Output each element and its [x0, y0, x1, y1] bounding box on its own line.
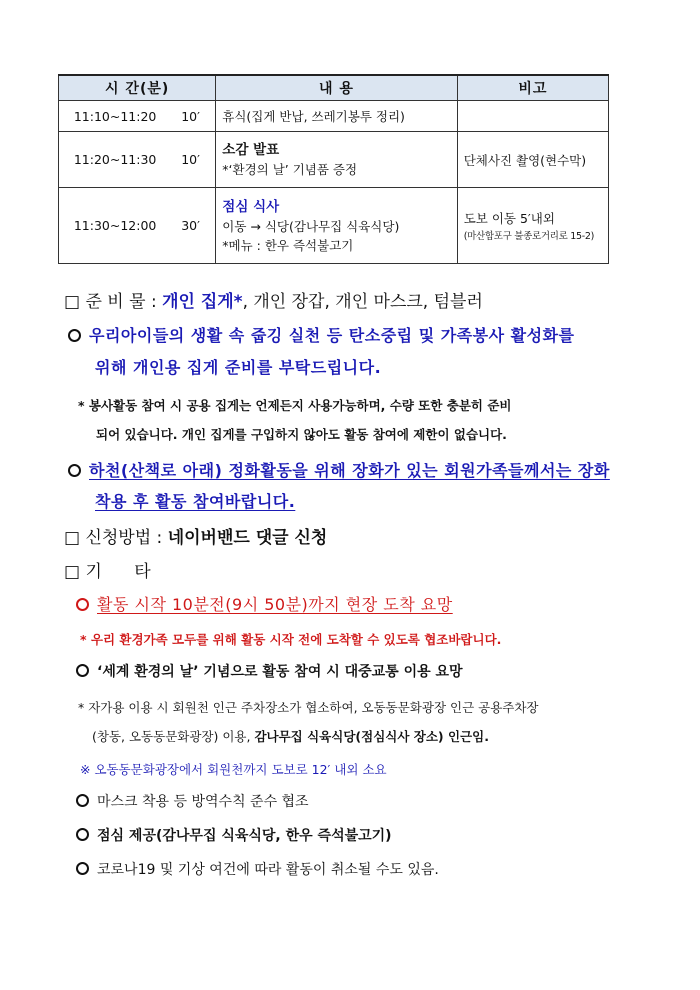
apply-label: □ 신청방법 : [64, 528, 163, 548]
circle-bullet-icon [76, 828, 89, 841]
arrive-text: 활동 시작 10분전(9시 50분)까지 현장 도착 요망 [97, 595, 453, 614]
prep-note-line2: 되어 있습니다. 개인 집게를 구입하지 않아도 활동 참여에 제한이 없습니다. [96, 427, 507, 442]
transit-item [76, 661, 463, 681]
circle-bullet-icon [76, 794, 89, 807]
prep-bullet-1-line1: 우리아이들의 생활 속 줍깅 실천 등 탄소중립 및 가족봉사 활성화를 [89, 326, 575, 345]
row-note [457, 188, 608, 264]
circle-bullet-icon [76, 598, 89, 611]
circle-bullet-icon [76, 664, 89, 677]
row-content-line: 휴식(집게 반납, 쓰레기봉투 정리) [222, 108, 405, 124]
table-row [59, 132, 609, 188]
prep-rest: , 개인 장갑, 개인 마스크, 텀블러 [242, 292, 483, 312]
header-time: 시 간(분) [59, 75, 216, 101]
header-content: 내 용 [216, 75, 457, 101]
header-note: 비고 [457, 75, 608, 101]
prep-line [64, 287, 483, 312]
circle-bullet-icon [68, 464, 81, 477]
transit-note-part1: (창동, 오동동문화광장) 이용, [92, 729, 255, 744]
prep-note-line1: * 봉사활동 참여 시 공용 집게는 언제든지 사용가능하며, 수량 또한 충분히 준비 [78, 398, 512, 413]
circle-bullet-icon [76, 862, 89, 875]
row-note-line: 도보 이동 5′내외 [463, 211, 555, 226]
schedule-table [58, 74, 609, 264]
row-time: 11:10~11:20 [59, 101, 172, 132]
prep-bullet-1-line2: 위해 개인용 집게 준비를 부탁드립니다. [95, 358, 382, 377]
row-content [216, 188, 457, 264]
arrive-item [76, 592, 453, 615]
row-note [457, 101, 608, 132]
apply-value: 네이버밴드 댓글 신청 [167, 528, 328, 548]
prep-highlight: 개인 집게* [162, 292, 243, 312]
cancel-item [76, 859, 439, 879]
cancel-text: 코로나19 및 기상 여건에 따라 활동이 취소될 수도 있음. [97, 862, 439, 878]
prep-bullet-1 [68, 323, 574, 346]
circle-bullet-icon [68, 329, 81, 342]
row-note-address: (마산합포구 불종로거리로 15-2) [463, 231, 594, 242]
row-content-line: *‘환경의 날’ 기념품 증정 [222, 162, 358, 177]
prep-bullet-2 [68, 458, 610, 481]
transit-note-line1: * 자가용 이용 시 회원천 인근 주차장소가 협소하여, 오동동문화광장 인근 공용주차장 [78, 700, 539, 715]
row-content-title: 점심 식사 [222, 198, 280, 215]
table-row [59, 101, 609, 132]
row-content [216, 101, 457, 132]
row-content [216, 132, 457, 188]
row-note: 단체사진 촬영(현수막) [457, 132, 608, 188]
row-content-title: 소감 발표 [222, 142, 280, 158]
row-content-line: 이동 → 식당(감나무집 식육식당) [222, 218, 400, 234]
prep-bullet-2-line1: 하천(산책로 아래) 정화활동을 위해 장화가 있는 회원가족들께서는 장화 [89, 461, 610, 480]
row-content-line-2: *메뉴 : 한우 즉석불고기 [222, 237, 354, 253]
transit-note-part2: 감나무집 식육식당(점심식사 장소) 인근임. [254, 729, 489, 744]
walk-note: ※ 오동동문화광장에서 회원천까지 도보로 12′ 내외 소요 [80, 762, 387, 777]
mask-item [76, 791, 309, 811]
apply-line [64, 523, 327, 548]
row-duration: 10′ [171, 101, 216, 132]
mask-text: 마스크 착용 등 방역수칙 준수 협조 [97, 794, 309, 810]
row-duration: 10′ [171, 132, 216, 188]
table-row [59, 188, 609, 264]
etc-label: □ 기 타 [64, 562, 151, 582]
lunch-text: 점심 제공(감나무집 식육식당, 한우 즉석불고기) [97, 828, 392, 844]
transit-text: ‘세계 환경의 날’ 기념으로 활동 참여 시 대중교통 이용 요망 [97, 664, 463, 680]
transit-note-line2 [92, 727, 489, 745]
row-duration: 30′ [171, 188, 216, 264]
row-time: 11:20~11:30 [59, 132, 172, 188]
lunch-item [76, 825, 392, 845]
prep-label: □ 준 비 물 : [64, 292, 157, 312]
table-header-row [59, 75, 609, 101]
row-time: 11:30~12:00 [59, 188, 172, 264]
arrive-note: * 우리 환경가족 모두를 위해 활동 시작 전에 도착할 수 있도록 협조바랍니다. [80, 632, 502, 647]
prep-bullet-2-line2: 착용 후 활동 참여바랍니다. [95, 492, 296, 511]
